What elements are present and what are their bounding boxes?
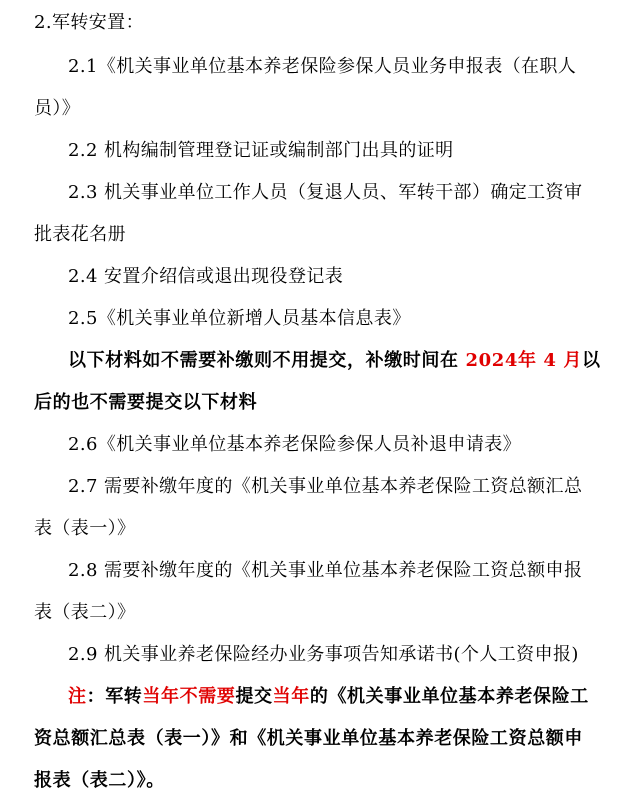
section-heading: 2.军转安置：: [34, 12, 144, 33]
item-2-1-line-2: 员）》: [34, 98, 81, 119]
item-2-7-line-2: 表（表一）》: [34, 518, 136, 539]
notice-line-2: 后的也不需要提交以下材料: [34, 392, 258, 413]
item-2-6: 2.6《机关事业单位基本养老保险参保人员补退申请表》: [68, 434, 522, 455]
note-text-3: 的《机关事业单位基本养老保险工: [309, 686, 589, 707]
note-label: 注: [68, 686, 87, 707]
item-2-2: 2.2 机构编制管理登记证或编制部门出具的证明: [68, 140, 454, 161]
item-2-3-line-2: 批表花名册: [34, 224, 126, 245]
note-highlight-year-2: 当年: [272, 686, 310, 707]
item-2-8-line-1: 2.8 需要补缴年度的《机关事业单位基本养老保险工资总额申报: [68, 560, 583, 581]
item-2-1-line-1: 2.1《机关事业单位基本养老保险参保人员业务申报表（在职人: [68, 56, 577, 77]
item-2-9: 2.9 机关事业养老保险经办业务事项告知承诺书(个人工资申报): [68, 644, 579, 665]
item-2-8-line-2: 表（表二）》: [34, 602, 136, 623]
item-2-3-line-1: 2.3 机关事业单位工作人员（复退人员、军转干部）确定工资审: [68, 182, 583, 203]
deadline-date: 2024年 4 月: [465, 350, 583, 371]
note-highlight-year: 当年: [142, 686, 180, 707]
notice-text: 以下材料如不需要补缴则不用提交，补缴时间在: [68, 350, 466, 371]
notice-line-1: [68, 348, 601, 374]
note-line-2: 资总额汇总表（表一）》和《机关事业单位基本养老保险工资总额申: [34, 728, 583, 749]
item-2-4: 2.4 安置介绍信或退出现役登记表: [68, 266, 344, 287]
note-line-3: 报表（表二）》。: [34, 770, 165, 791]
item-2-7-line-1: 2.7 需要补缴年度的《机关事业单位基本养老保险工资总额汇总: [68, 476, 583, 497]
note-text-1: ：军转: [86, 686, 143, 707]
note-text-2: 提交: [235, 686, 273, 707]
notice-text-end: 以: [582, 350, 601, 371]
item-2-5: 2.5《机关事业单位新增人员基本信息表》: [68, 308, 411, 329]
note-line-1: [68, 684, 589, 710]
note-highlight-not-needed: 不需要: [179, 686, 236, 707]
